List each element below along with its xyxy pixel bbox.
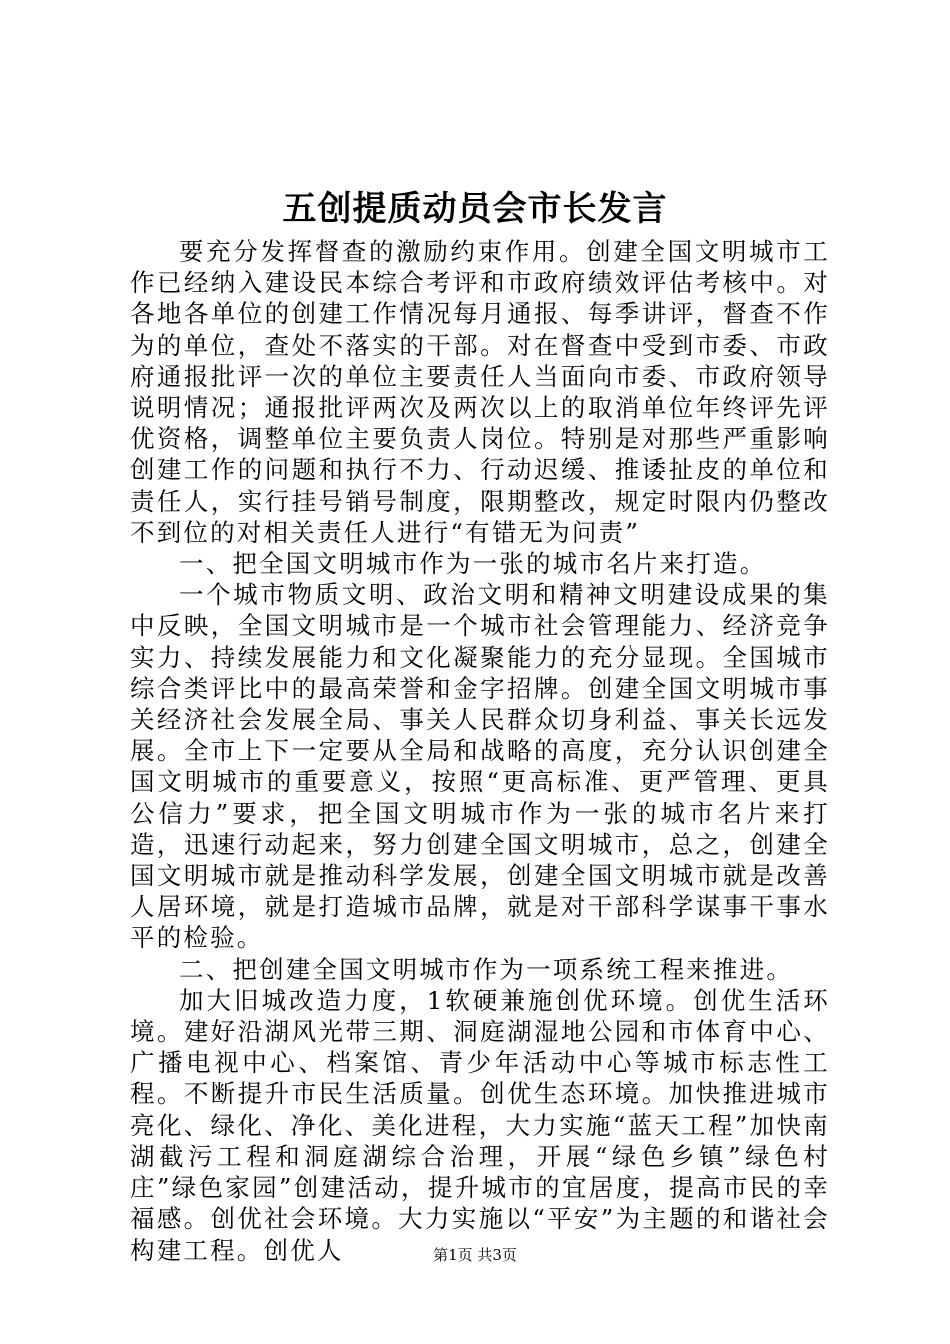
paragraph-city-card: 一个城市物质文明、政治文明和精神文明建设成果的集中反映，全国文明城市是一个城市社会管理能力、经济竞争实力、持续发展能力和文化凝聚能力的充分显现。全国城市综合类评比中的最高荣誉和金字招牌。创建全国文明城市事关经济社会发展全局、事关人民群众切身利益、事关长远发展。全市上下一定要从全局和战略的高度，充分认识创建全国文明城市的重要意义，按照“更高标准、更严管理、更具公信力”要求，把全国文明城市作为一张的城市名片来打造，迅速行动起来，努力创建全国文明城市，总之，创建全国文明城市就是推动科学发展，创建全国文明城市就是改善人居环境，就是打造城市品牌，就是对干部科学谋事干事水平的检验。 [130,580,830,953]
document-title: 五创提质动员会市长发言 [282,189,668,229]
document-body [130,236,830,1266]
section-heading-one: 一、把全国文明城市作为一张的城市名片来打造。 [179,549,767,579]
paragraph-supervision: 要充分发挥督查的激励约束作用。创建全国文明城市工作已经纳入建设民本综合考评和市政府绩效评估考核中。对各地各单位的创建工作情况每月通报、每季讲评，督查不作为的单位，查处不落实的干部。对在督查中受到市委、市政府通报批评一次的单位主要责任人当面向市委、市政府领导说明情况；通报批评两次及两次以上的取消单位年终评先评优资格，调整单位主要负责人岗位。特别是对那些严重影响创建工作的问题和执行不力、行动迟缓、推诿扯皮的单位和责任人，实行挂号销号制度，限期整改，规定时限内仍整改不到位的对相关责任人进行“有错无为问责” [130,237,830,547]
section-heading-two: 二、把创建全国文明城市作为一项系统工程来推进。 [179,954,794,984]
paragraph-environment: 加大旧城改造力度，1软硬兼施创优环境。创优生活环境。建好沿湖风光带三期、洞庭湖湿地公园和市体育中心、广播电视中心、档案馆、青少年活动中心等城市标志性工程。不断提升市民生活质量。创优生态环境。加快推进城市亮化、绿化、净化、美化进程，大力实施“蓝天工程”加快南湖截污工程和洞庭湖综合治理，开展“绿色乡镇”绿色村庄”绿色家园”创建活动，提升城市的宜居度，提高市民的幸福感。创优社会环境。大力实施以“平安”为主题的和谐社会构建工程。创优人 [130,985,830,1265]
page-number-footer: 第1页 共3页 [433,1246,517,1264]
